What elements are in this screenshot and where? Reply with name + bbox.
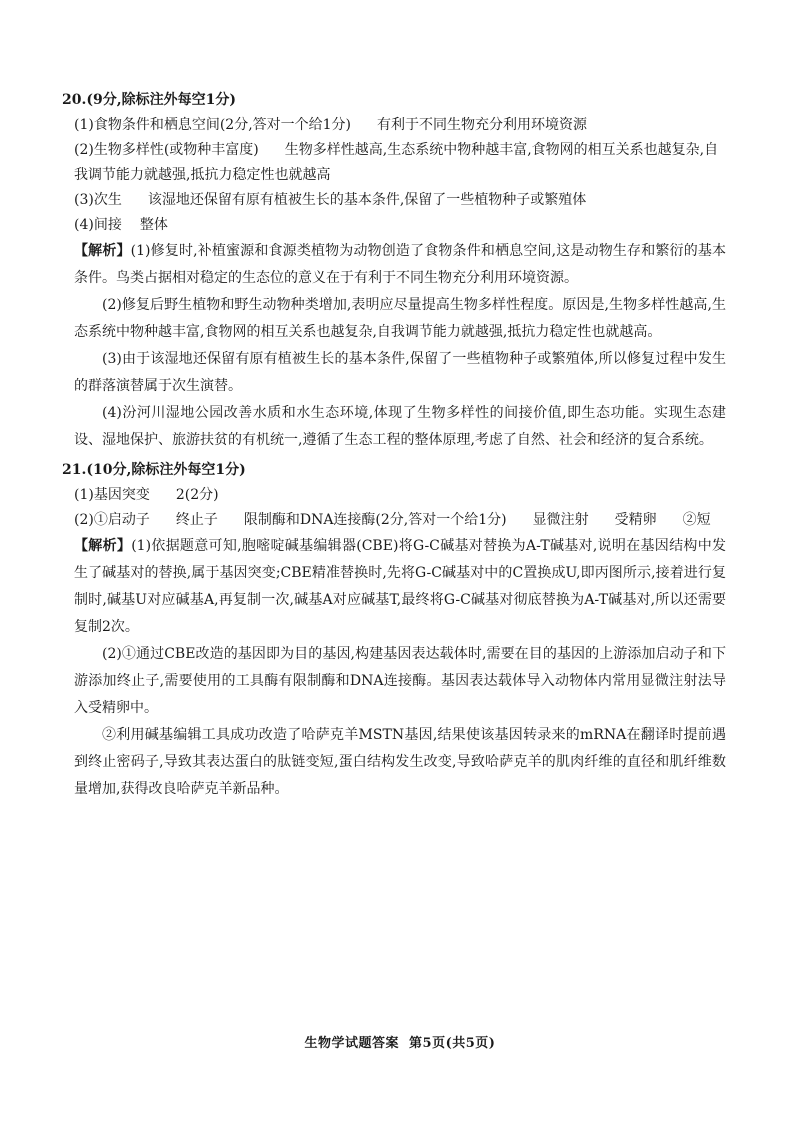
q20-analysis-1-text: (1)修复时,补植蜜源和食源类植物为动物创造了食物条件和栖息空间,这是动物生存和繁衍的基本条件。鸟类占据相对稳定的生态位的意义在于有利于不同生物充分利用环境资源。 bbox=[74, 243, 727, 286]
q20-answer-3-label: (3)次生 bbox=[74, 192, 122, 208]
q20-analysis-1 bbox=[62, 238, 726, 292]
q21-answer-1-value: 2(2分) bbox=[175, 487, 219, 503]
q21-answer-1-label: (1)基因突变 bbox=[74, 487, 150, 503]
q21-answer-2-part-2: 终止子 bbox=[175, 512, 218, 528]
footer-title: 生物学试题答案 bbox=[304, 1036, 400, 1051]
question-21-header: 21.(10分,除标注外每空1分) bbox=[62, 462, 246, 478]
q20-analysis-2: (2)修复后野生植物和野生动物种类增加,表明应尽量提高生物多样性程度。原因是,生物多样性越高,生态系统中物种越丰富,食物网的相互关系也越复杂,自我调节能力就越强,抵抗力稳定性也就越高。 bbox=[74, 297, 726, 340]
q20-answer-3-value: 该湿地还保留有原有植被生长的基本条件,保留了一些植物种子或繁殖体 bbox=[147, 192, 587, 208]
q21-analysis-3: ②利用碱基编辑工具成功改造了哈萨克羊MSTN基因,结果使该基因转录来的mRNA在翻译时提前遇到终止密码子,导致其表达蛋白的肽链变短,蛋白结构发生改变,导致哈萨克羊的肌肉纤维的直径和肌纤维数量增加,获得改良哈萨克羊新品种。 bbox=[74, 727, 726, 797]
q21-answer-2-part-3: 限制酶和DNA连接酶(2分,答对一个给1分) bbox=[243, 512, 507, 528]
q21-answer-2-part-5: 受精卵 bbox=[614, 512, 657, 528]
q20-answer-2 bbox=[62, 138, 726, 188]
q20-answer-2-label: (2)生物多样性(或物种丰富度) bbox=[74, 142, 259, 158]
page-footer bbox=[0, 1032, 800, 1051]
q20-answer-1-label: (1)食物条件和栖息空间(2分,答对一个给1分) bbox=[74, 117, 352, 133]
q20-answer-1 bbox=[62, 113, 726, 138]
q20-answer-3 bbox=[62, 188, 726, 213]
q20-answer-4 bbox=[62, 213, 726, 238]
q20-answer-1-value: 有利于不同生物充分利用环境资源 bbox=[377, 117, 588, 133]
q20-analysis-tag: 【解析】 bbox=[74, 243, 131, 259]
footer-page-number: 第5页(共5页) bbox=[409, 1036, 496, 1051]
q21-analysis-1 bbox=[62, 533, 726, 641]
q21-answer-2 bbox=[62, 508, 726, 533]
question-20-header: 20.(9分,除标注外每空1分) bbox=[62, 92, 236, 108]
q21-answer-2-part-1: (2)①启动子 bbox=[74, 512, 150, 528]
q21-answer-1 bbox=[62, 483, 726, 508]
q21-answer-2-part-6: ②短 bbox=[682, 512, 711, 528]
q21-analysis-tag: 【解析】 bbox=[74, 538, 132, 554]
q20-analysis-4: (4)汾河川湿地公园改善水质和水生态环境,体现了生物多样性的间接价值,即生态功能。实现生态建设、湿地保护、旅游扶贫的有机统一,遵循了生态工程的整体原理,考虑了自然、社会和经济的复合系统。 bbox=[74, 405, 726, 448]
q21-analysis-1-text: (1)依据题意可知,胞嘧啶碱基编辑器(CBE)将G-C碱基对替换为A-T碱基对,说明在基因结构中发生了碱基对的替换,属于基因突变;CBE精准替换时,先将G-C碱基对中的C置换成U,即丙图所示,接着进行复制时,碱基U对应碱基A,再复制一次,碱基A对应碱基T,最终将G-C碱基对彻底替换为A-T碱基对,所以还需要复制2次。 bbox=[74, 538, 726, 635]
question-20 bbox=[62, 88, 726, 454]
q21-answer-2-part-4: 显微注射 bbox=[532, 512, 589, 528]
question-21 bbox=[62, 458, 726, 803]
q20-answer-2-value: 生物多样性越高,生态系统中物种越丰富,食物网的相互关系也越复杂,自我调节能力就越强,抵抗力稳定性也就越高 bbox=[74, 142, 719, 183]
q20-analysis-3: (3)由于该湿地还保留有原有植被生长的基本条件,保留了一些植物种子或繁殖体,所以修复过程中发生的群落演替属于次生演替。 bbox=[74, 351, 726, 394]
q20-answer-4-value: 整体 bbox=[139, 217, 168, 233]
q21-analysis-2: (2)①通过CBE改造的基因即为目的基因,构建基因表达载体时,需要在目的基因的上游添加启动子和下游添加终止子,需要使用的工具酶有限制酶和DNA连接酶。基因表达载体导入动物体内常用显微注射法导入受精卵中。 bbox=[74, 646, 726, 716]
q20-answer-4-label: (4)间接 bbox=[74, 217, 122, 233]
